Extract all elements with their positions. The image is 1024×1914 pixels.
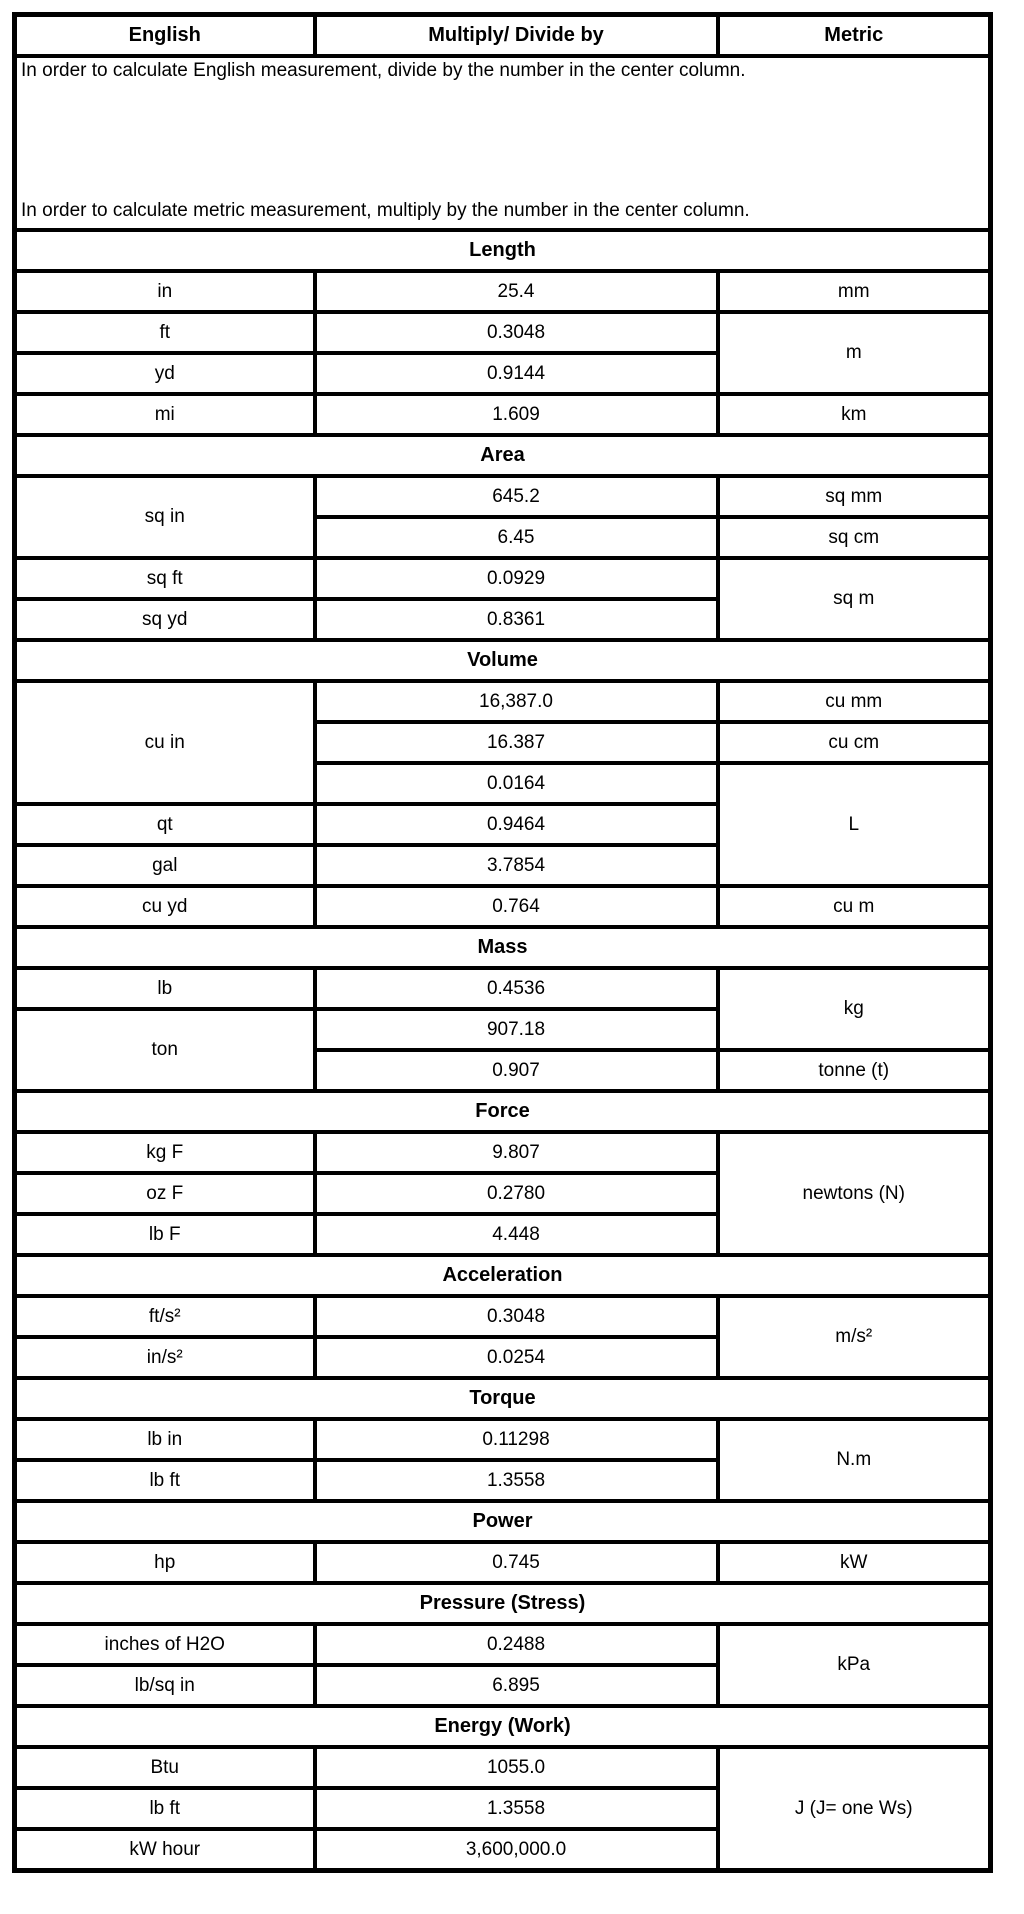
cell-factor: 0.11298: [315, 1419, 718, 1460]
cell-english: lb ft: [15, 1460, 315, 1501]
section-title: Power: [15, 1501, 991, 1542]
cell-factor: 6.895: [315, 1665, 718, 1706]
cell-english: inches of H2O: [15, 1624, 315, 1665]
section-row-torque: [15, 1378, 991, 1419]
cell-metric: cu cm: [718, 722, 991, 763]
section-row-mass: [15, 927, 991, 968]
cell-english: sq ft: [15, 558, 315, 599]
cell-factor: 0.9464: [315, 804, 718, 845]
cell-metric: L: [718, 763, 991, 886]
cell-factor: 3.7854: [315, 845, 718, 886]
cell-english: mi: [15, 394, 315, 435]
cell-english: lb F: [15, 1214, 315, 1255]
cell-metric: sq cm: [718, 517, 991, 558]
cell-english: kg F: [15, 1132, 315, 1173]
cell-factor: 3,600,000.0: [315, 1829, 718, 1871]
section-title: Energy (Work): [15, 1706, 991, 1747]
table-row: [15, 968, 991, 1009]
cell-factor: 0.0254: [315, 1337, 718, 1378]
section-title: Length: [15, 230, 991, 271]
cell-factor: 0.0929: [315, 558, 718, 599]
cell-metric: tonne (t): [718, 1050, 991, 1091]
cell-metric: J (J= one Ws): [718, 1747, 991, 1871]
table-row: [15, 1296, 991, 1337]
cell-factor: 0.8361: [315, 599, 718, 640]
table-row: [15, 476, 991, 517]
section-row-pressure: [15, 1583, 991, 1624]
instructions-row: [15, 56, 991, 230]
table-row: [15, 886, 991, 927]
section-row-area: [15, 435, 991, 476]
cell-factor: 4.448: [315, 1214, 718, 1255]
cell-english: cu yd: [15, 886, 315, 927]
cell-factor: 0.3048: [315, 1296, 718, 1337]
column-header-english: English: [15, 15, 315, 57]
cell-factor: 16.387: [315, 722, 718, 763]
cell-metric: kPa: [718, 1624, 991, 1706]
section-title: Pressure (Stress): [15, 1583, 991, 1624]
cell-english: ft: [15, 312, 315, 353]
section-row-power: [15, 1501, 991, 1542]
section-row-acceleration: [15, 1255, 991, 1296]
table-row: [15, 1542, 991, 1583]
cell-factor: 0.3048: [315, 312, 718, 353]
cell-factor: 1.3558: [315, 1788, 718, 1829]
cell-factor: 907.18: [315, 1009, 718, 1050]
cell-factor: 1055.0: [315, 1747, 718, 1788]
table-row: [15, 312, 991, 353]
cell-english: cu in: [15, 681, 315, 804]
section-title: Acceleration: [15, 1255, 991, 1296]
section-title: Area: [15, 435, 991, 476]
cell-english: in/s²: [15, 1337, 315, 1378]
cell-metric: sq m: [718, 558, 991, 640]
table-row: [15, 681, 991, 722]
conversion-table: [12, 12, 993, 1873]
cell-metric: m: [718, 312, 991, 394]
cell-factor: 0.745: [315, 1542, 718, 1583]
cell-factor: 0.9144: [315, 353, 718, 394]
cell-metric: mm: [718, 271, 991, 312]
cell-metric: N.m: [718, 1419, 991, 1501]
cell-factor: 25.4: [315, 271, 718, 312]
cell-english: lb in: [15, 1419, 315, 1460]
cell-metric: kW: [718, 1542, 991, 1583]
table-row: [15, 271, 991, 312]
instruction-multiply: In order to calculate metric measurement, multiply by the number in the center column.: [21, 200, 750, 221]
cell-metric: cu mm: [718, 681, 991, 722]
cell-english: gal: [15, 845, 315, 886]
instructions-cell: [15, 56, 991, 230]
cell-english: yd: [15, 353, 315, 394]
table-row: [15, 1419, 991, 1460]
section-title: Volume: [15, 640, 991, 681]
cell-metric: newtons (N): [718, 1132, 991, 1255]
cell-english: oz F: [15, 1173, 315, 1214]
section-title: Torque: [15, 1378, 991, 1419]
cell-factor: 6.45: [315, 517, 718, 558]
cell-metric: kg: [718, 968, 991, 1050]
cell-metric: m/s²: [718, 1296, 991, 1378]
cell-factor: 0.0164: [315, 763, 718, 804]
cell-english: hp: [15, 1542, 315, 1583]
table-row: [15, 1624, 991, 1665]
section-title: Mass: [15, 927, 991, 968]
section-row-force: [15, 1091, 991, 1132]
section-row-volume: [15, 640, 991, 681]
cell-factor: 645.2: [315, 476, 718, 517]
cell-english: qt: [15, 804, 315, 845]
cell-factor: 0.4536: [315, 968, 718, 1009]
cell-metric: km: [718, 394, 991, 435]
cell-english: lb ft: [15, 1788, 315, 1829]
section-title: Force: [15, 1091, 991, 1132]
column-header-factor: Multiply/ Divide by: [315, 15, 718, 57]
cell-english: sq in: [15, 476, 315, 558]
cell-english: lb: [15, 968, 315, 1009]
table-row: [15, 558, 991, 599]
cell-english: lb/sq in: [15, 1665, 315, 1706]
cell-english: sq yd: [15, 599, 315, 640]
cell-factor: 16,387.0: [315, 681, 718, 722]
cell-factor: 0.907: [315, 1050, 718, 1091]
table-row: [15, 1132, 991, 1173]
section-row-length: [15, 230, 991, 271]
cell-factor: 1.609: [315, 394, 718, 435]
cell-factor: 9.807: [315, 1132, 718, 1173]
table-row: [15, 394, 991, 435]
cell-factor: 0.2780: [315, 1173, 718, 1214]
cell-metric: cu m: [718, 886, 991, 927]
cell-english: ft/s²: [15, 1296, 315, 1337]
section-row-energy: [15, 1706, 991, 1747]
cell-english: ton: [15, 1009, 315, 1091]
table-row: [15, 1747, 991, 1788]
cell-factor: 0.764: [315, 886, 718, 927]
cell-factor: 0.2488: [315, 1624, 718, 1665]
cell-english: in: [15, 271, 315, 312]
cell-english: kW hour: [15, 1829, 315, 1871]
instruction-divide: In order to calculate English measurement, divide by the number in the center column.: [21, 60, 746, 81]
cell-english: Btu: [15, 1747, 315, 1788]
cell-metric: sq mm: [718, 476, 991, 517]
cell-factor: 1.3558: [315, 1460, 718, 1501]
table-header-row: [15, 15, 991, 57]
column-header-metric: Metric: [718, 15, 991, 57]
